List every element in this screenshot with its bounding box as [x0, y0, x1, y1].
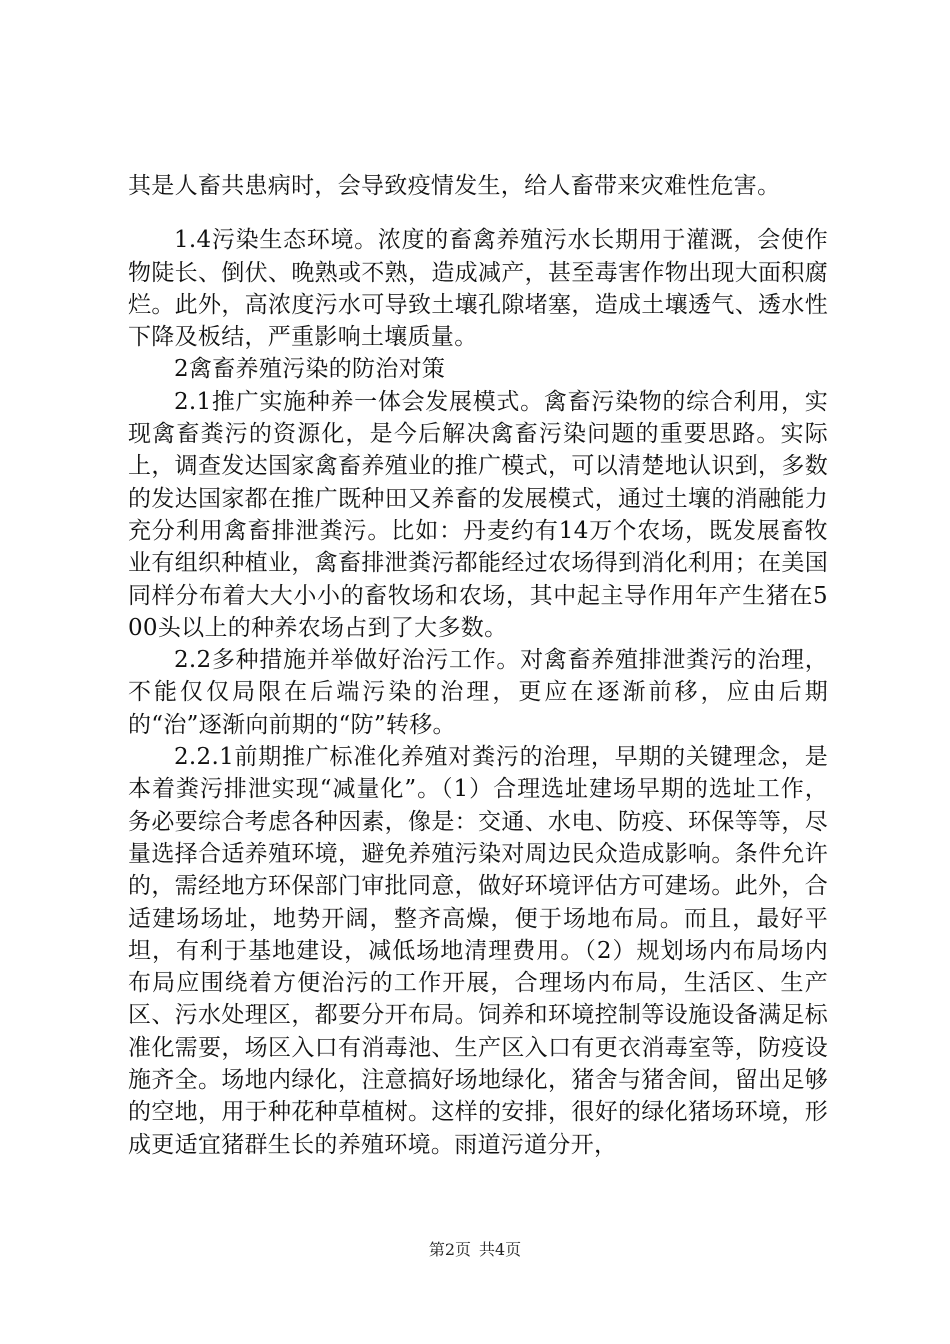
page-footer — [0, 1240, 950, 1260]
section-heading-2: 2禽畜养殖污染的防治对策 — [174, 356, 446, 383]
page-number: 第2页 — [428, 1240, 471, 1259]
paragraph-continuation: 其是人畜共患病时，会导致疫情发生，给人畜带来灾难性危害。 — [128, 173, 781, 199]
paragraph-section-1-4: 1.4污染生态环境。浓度的畜禽养殖污水长期用于灌溉，会使作物陡长、倒伏、晚熟或不熟，造成减产，甚至毒害作物出现大面积腐烂。此外，高浓度污水可导致土壤孔隙堵塞，造成土壤透气、透水性下降及板结，严重影响土壤质量。 — [128, 227, 828, 351]
paragraph-section-2-1: 2.1推广实施种养一体会发展模式。禽畜污染物的综合利用，实现禽畜粪污的资源化，是今后解决禽畜污染问题的重要思路。实际上，调查发达国家禽畜养殖业的推广模式，可以清楚地认识到，多数的发达国家都在推广既种田又养畜的发展模式，通过土壤的消融能力充分利用禽畜排泄粪污。比如：丹麦约有14万个农场，既发展畜牧业有组织种植业，禽畜排泄粪污都能经过农场得到消化利用；在美国同样分布着大大小小的畜牧场和农场，其中起主导作用年产生猪在500头以上的种养农场占到了大多数。 — [128, 388, 828, 641]
document-body — [128, 170, 828, 1161]
page-total: 共4页 — [479, 1240, 522, 1259]
paragraph-section-2-2-1: 2.2.1前期推广标准化养殖对粪污的治理，早期的关键理念，是本着粪污排泄实现“减量化”。（1）合理选址建场早期的选址工作，务必要综合考虑各种因素，像是：交通、水电、防疫、环保等等，尽量选择合适养殖环境，避免养殖污染对周边民众造成影响。条件允许的，需经地方环保部门审批同意，做好环境评估方可建场。此外，合适建场场址，地势开阔，整齐高燥，便于场地布局。而且，最好平坦，有利于基地建设，减低场地清理费用。（2）规划场内布局场内布局应围绕着方便治污的工作开展，合理场内布局，生活区、生产区、污水处理区，都要分开布局。饲养和环境控制等设施设备满足标准化需要，场区入口有消毒池、生产区入口有更衣消毒室等，防疫设施齐全。场地内绿化，注意搞好场地绿化，猪舍与猪舍间，留出足够的空地，用于种花种草植树。这样的安排，很好的绿化猪场环境，形成更适宜猪群生长的养殖环境。雨道污道分开， — [128, 744, 828, 1158]
paragraph-section-2-2: 2.2多种措施并举做好治污工作。对禽畜养殖排泄粪污的治理，不能仅仅局限在后端污染的治理，更应在逐渐前移，应由后期的“治”逐渐向前期的“防”转移。 — [128, 647, 828, 738]
